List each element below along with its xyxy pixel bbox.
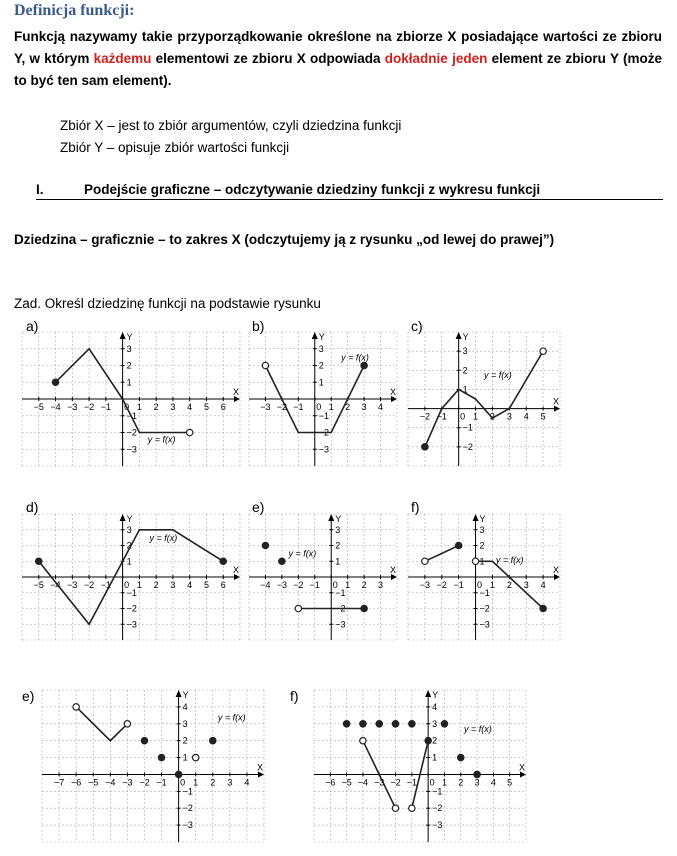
y-tick-label: 1 (126, 377, 132, 388)
x-tick-label: 5 (203, 402, 209, 412)
y-tick-label: 3 (432, 718, 438, 729)
y-tick-label: −2 (335, 603, 346, 614)
x-tick-label: 2 (153, 580, 159, 590)
x-axis-label: X (518, 762, 526, 773)
x-tick-label: −1 (156, 777, 167, 788)
y-axis-arrow (456, 332, 462, 339)
domain-definition: Dziedzina – graficznie – to zakres X (odczytujemy ją z rysunku „od lewej do prawej”) (14, 232, 555, 247)
x-tick-label: −3 (260, 402, 271, 412)
x-tick-label: −5 (33, 580, 44, 590)
y-tick-label: −2 (479, 603, 490, 614)
closed-endpoint (455, 542, 461, 548)
x-tick-label: 6 (220, 580, 226, 590)
closed-endpoint (441, 721, 447, 727)
closed-endpoint (158, 754, 164, 760)
open-endpoint (409, 805, 415, 811)
y-tick-label: −1 (432, 786, 443, 797)
closed-endpoint (474, 771, 480, 777)
y-tick-label: −1 (182, 786, 193, 797)
graph-label: e) (22, 688, 35, 704)
x-tick-label: 0 (180, 777, 186, 788)
graph-5 (249, 514, 397, 640)
x-tick-label: −3 (67, 402, 78, 412)
y-tick-label: 2 (432, 735, 438, 746)
y-axis-arrow (328, 514, 334, 521)
closed-endpoint (425, 737, 431, 743)
y-tick-label: −1 (462, 422, 473, 433)
graph-label: f) (290, 688, 299, 704)
closed-endpoint (361, 362, 367, 368)
x-tick-label: −3 (122, 777, 133, 788)
y-tick-label: 2 (462, 365, 468, 376)
closed-endpoint (361, 605, 367, 611)
definition-text-3: element ze zbioru Y (może to być ten sam element). (14, 51, 662, 88)
x-tick-label: 4 (244, 777, 250, 788)
function-label: y = f(x) (484, 369, 512, 380)
x-tick-label: 5 (507, 777, 513, 788)
x-tick-label: −1 (100, 402, 111, 412)
x-tick-label: −1 (309, 580, 320, 590)
y-tick-label: 1 (318, 377, 324, 388)
x-tick-label: 1 (489, 580, 495, 590)
y-axis-arrow (473, 514, 479, 521)
y-tick-label: 1 (462, 384, 468, 395)
x-tick-label: 2 (345, 402, 351, 412)
x-tick-label: 3 (506, 411, 512, 422)
x-tick-label: −2 (436, 580, 447, 590)
y-tick-label: 4 (432, 701, 438, 712)
y-axis-arrow (425, 690, 431, 697)
graph-1 (22, 332, 240, 466)
x-tick-label: −6 (71, 777, 82, 788)
x-axis-label: X (256, 762, 264, 773)
x-tick-label: 0 (429, 777, 435, 788)
y-axis-arrow (176, 690, 182, 697)
y-tick-label: 3 (335, 524, 341, 535)
x-tick-label: 0 (124, 580, 130, 590)
closed-endpoint (392, 721, 398, 727)
x-tick-label: 4 (187, 580, 193, 590)
y-tick-label: −3 (182, 820, 193, 831)
y-axis-label: Y (335, 514, 342, 524)
function-label: y = f(x) (288, 548, 317, 559)
x-tick-label: 4 (187, 402, 193, 412)
graph-2 (249, 332, 397, 466)
closed-endpoint (36, 558, 42, 564)
x-axis-label: X (232, 387, 240, 397)
x-tick-label: 3 (523, 580, 529, 590)
x-tick-label: −2 (139, 777, 150, 788)
y-tick-label: −1 (479, 587, 490, 598)
y-axis-arrow (120, 332, 126, 339)
definition-paragraph (14, 26, 662, 92)
function-label: y = f(x) (464, 724, 492, 735)
y-tick-label: −2 (462, 441, 473, 452)
y-tick-label: −1 (318, 410, 330, 421)
y-tick-label: 3 (182, 718, 188, 729)
x-tick-label: 1 (136, 580, 142, 590)
closed-endpoint (343, 721, 349, 727)
open-endpoint (360, 737, 366, 743)
x-tick-label: −3 (276, 580, 288, 590)
y-tick-label: 2 (126, 360, 132, 371)
y-tick-label: 1 (335, 556, 341, 567)
y-tick-label: −2 (126, 427, 137, 438)
x-tick-label: −4 (50, 580, 61, 590)
open-endpoint (73, 704, 79, 710)
open-endpoint (472, 558, 478, 564)
y-axis-label: Y (432, 690, 439, 700)
x-tick-label: −4 (105, 777, 116, 788)
open-endpoint (295, 605, 301, 611)
x-tick-label: 2 (153, 402, 159, 412)
closed-endpoint (540, 605, 546, 611)
y-tick-label: −3 (335, 619, 346, 630)
x-tick-label: 1 (136, 402, 142, 412)
y-tick-label: −3 (318, 444, 330, 455)
y-axis-label: Y (126, 332, 133, 342)
graph-label: a) (26, 318, 39, 334)
function-label: y = f(x) (341, 352, 369, 363)
graph-7 (42, 690, 264, 842)
y-tick-label: 1 (126, 556, 132, 567)
definition-text-1: Funkcją nazywamy takie przyporządkowanie określone na zbiorze X posiadające wartości ze zbioru Y, w którym (14, 29, 662, 66)
x-tick-label: 0 (477, 580, 483, 590)
x-tick-label: −3 (67, 580, 78, 590)
y-axis-label: Y (182, 690, 189, 700)
x-tick-label: 3 (474, 777, 480, 788)
y-tick-label: −3 (126, 619, 137, 630)
task-text: Zad. Określ dziedzinę funkcji na podstawie rysunku (14, 296, 321, 311)
graph-label: d) (26, 499, 39, 515)
graph-8 (314, 690, 526, 842)
y-tick-label: −1 (126, 410, 137, 421)
x-tick-label: −4 (50, 402, 61, 412)
section-number: I. (36, 182, 44, 197)
x-tick-label: 1 (441, 777, 447, 788)
y-axis-label: Y (318, 332, 325, 342)
closed-endpoint (279, 558, 285, 564)
function-label: y = f(x) (217, 712, 246, 723)
highlight-dokladnie-jeden: dokładnie jeden (384, 51, 488, 66)
y-tick-label: 3 (462, 346, 468, 357)
x-tick-label: 2 (506, 580, 512, 590)
x-tick-label: 0 (124, 402, 130, 412)
y-axis-label: Y (126, 514, 133, 524)
y-tick-label: 3 (126, 343, 132, 354)
x-tick-label: 1 (345, 580, 351, 590)
closed-endpoint (360, 721, 366, 727)
y-tick-label: −2 (182, 803, 193, 814)
section-heading (36, 182, 663, 200)
closed-endpoint (141, 737, 147, 743)
y-tick-label: −2 (318, 427, 330, 438)
y-tick-label: 2 (479, 540, 485, 551)
graph-6 (408, 514, 560, 640)
x-tick-label: −4 (260, 580, 271, 590)
open-endpoint (262, 362, 268, 368)
page-title: Definicja funkcji: (14, 2, 135, 19)
x-tick-label: −2 (83, 402, 95, 412)
x-tick-label: −2 (83, 580, 95, 590)
y-tick-label: −3 (126, 444, 137, 455)
x-tick-label: 2 (210, 777, 216, 788)
y-tick-label: −1 (335, 587, 346, 598)
set-x-description: Zbiór X – jest to zbiór argumentów, czyli dziedzina funkcji (60, 118, 402, 133)
x-tick-label: −1 (436, 411, 447, 422)
closed-endpoint (262, 542, 268, 548)
open-endpoint (192, 754, 198, 760)
graph-3 (408, 332, 560, 466)
y-tick-label: −2 (432, 803, 443, 814)
closed-endpoint (376, 721, 382, 727)
y-tick-label: −3 (479, 619, 490, 630)
y-tick-label: 1 (432, 752, 438, 763)
x-tick-label: 5 (203, 580, 209, 590)
x-tick-label: −5 (341, 777, 352, 788)
closed-endpoint (220, 558, 226, 564)
x-tick-label: 2 (361, 580, 367, 590)
x-tick-label: 3 (361, 402, 367, 412)
y-axis-arrow (312, 332, 318, 339)
x-tick-label: −7 (53, 777, 65, 788)
x-tick-label: −1 (453, 580, 464, 590)
function-label: y = f(x) (495, 554, 524, 565)
closed-endpoint (210, 737, 216, 743)
x-tick-label: −4 (357, 777, 369, 788)
y-tick-label: 1 (479, 556, 485, 567)
function-label: y = f(x) (147, 434, 176, 445)
x-tick-label: −2 (390, 777, 401, 788)
y-axis-label: Y (479, 514, 486, 524)
highlight-kazdemu: każdemu (93, 51, 152, 66)
x-tick-label: 3 (378, 580, 384, 590)
x-tick-label: 0 (316, 402, 322, 412)
open-endpoint (540, 348, 546, 354)
x-axis-label: X (232, 565, 240, 575)
x-tick-label: −2 (419, 411, 431, 422)
section-title: Podejście graficzne – odczytywanie dziedziny funkcji z wykresu funkcji (84, 182, 541, 197)
x-tick-label: −6 (325, 777, 336, 788)
x-tick-label: 2 (458, 777, 464, 788)
y-tick-label: −3 (432, 820, 443, 831)
x-tick-label: 3 (170, 580, 176, 590)
x-axis-label: X (552, 396, 560, 407)
x-axis-label: X (389, 565, 397, 575)
y-tick-label: −2 (126, 603, 137, 614)
x-tick-label: 5 (540, 411, 546, 422)
x-tick-label: 3 (227, 777, 233, 788)
closed-endpoint (175, 771, 181, 777)
y-tick-label: 3 (318, 343, 324, 354)
x-tick-label: 0 (460, 411, 466, 422)
graph-label: f) (411, 499, 420, 515)
graph-label: b) (252, 318, 265, 334)
y-tick-label: 4 (182, 701, 188, 712)
set-y-description: Zbiór Y – opisuje zbiór wartości funkcji (60, 140, 290, 155)
x-tick-label: −2 (276, 402, 288, 412)
x-tick-label: 1 (473, 411, 479, 422)
x-tick-label: 4 (378, 402, 384, 412)
x-tick-label: 1 (193, 777, 199, 788)
y-tick-label: 2 (182, 735, 188, 746)
y-tick-label: −1 (126, 587, 137, 598)
y-axis-arrow (120, 514, 126, 521)
y-tick-label: 2 (335, 540, 341, 551)
x-tick-label: 6 (220, 402, 226, 412)
function-curve (425, 351, 543, 447)
closed-endpoint (409, 721, 415, 727)
function-label: y = f(x) (149, 532, 178, 543)
x-tick-label: 4 (540, 580, 546, 590)
open-endpoint (422, 558, 428, 564)
x-tick-label: 4 (490, 777, 496, 788)
x-tick-label: 3 (170, 402, 176, 412)
x-tick-label: −5 (33, 402, 44, 412)
graph-label: c) (411, 318, 423, 334)
x-tick-label: 2 (489, 411, 495, 422)
x-tick-label: −1 (100, 580, 111, 590)
x-axis-label: X (389, 387, 397, 397)
closed-endpoint (458, 754, 464, 760)
graph-label: e) (252, 499, 265, 515)
y-tick-label: 2 (126, 540, 132, 551)
y-tick-label: 2 (318, 360, 324, 371)
x-tick-label: −3 (374, 777, 385, 788)
x-axis-label: X (552, 565, 560, 575)
x-tick-label: −2 (293, 580, 304, 590)
y-tick-label: 3 (479, 524, 485, 535)
x-tick-label: 1 (328, 402, 334, 412)
x-tick-label: −5 (88, 777, 99, 788)
y-tick-label: 3 (126, 524, 132, 535)
y-tick-label: 1 (182, 752, 188, 763)
closed-endpoint (422, 444, 428, 450)
open-endpoint (186, 429, 192, 435)
closed-endpoint (52, 379, 58, 385)
y-axis-label: Y (462, 332, 469, 342)
x-tick-label: −3 (419, 580, 431, 590)
x-tick-label: −1 (406, 777, 417, 788)
graph-4 (22, 514, 240, 640)
x-tick-label: 0 (332, 580, 338, 590)
open-endpoint (392, 805, 398, 811)
x-tick-label: −1 (293, 402, 304, 412)
definition-text-2: elementowi ze zbioru X odpowiada (151, 51, 385, 66)
x-tick-label: 4 (523, 411, 529, 422)
open-endpoint (124, 721, 130, 727)
